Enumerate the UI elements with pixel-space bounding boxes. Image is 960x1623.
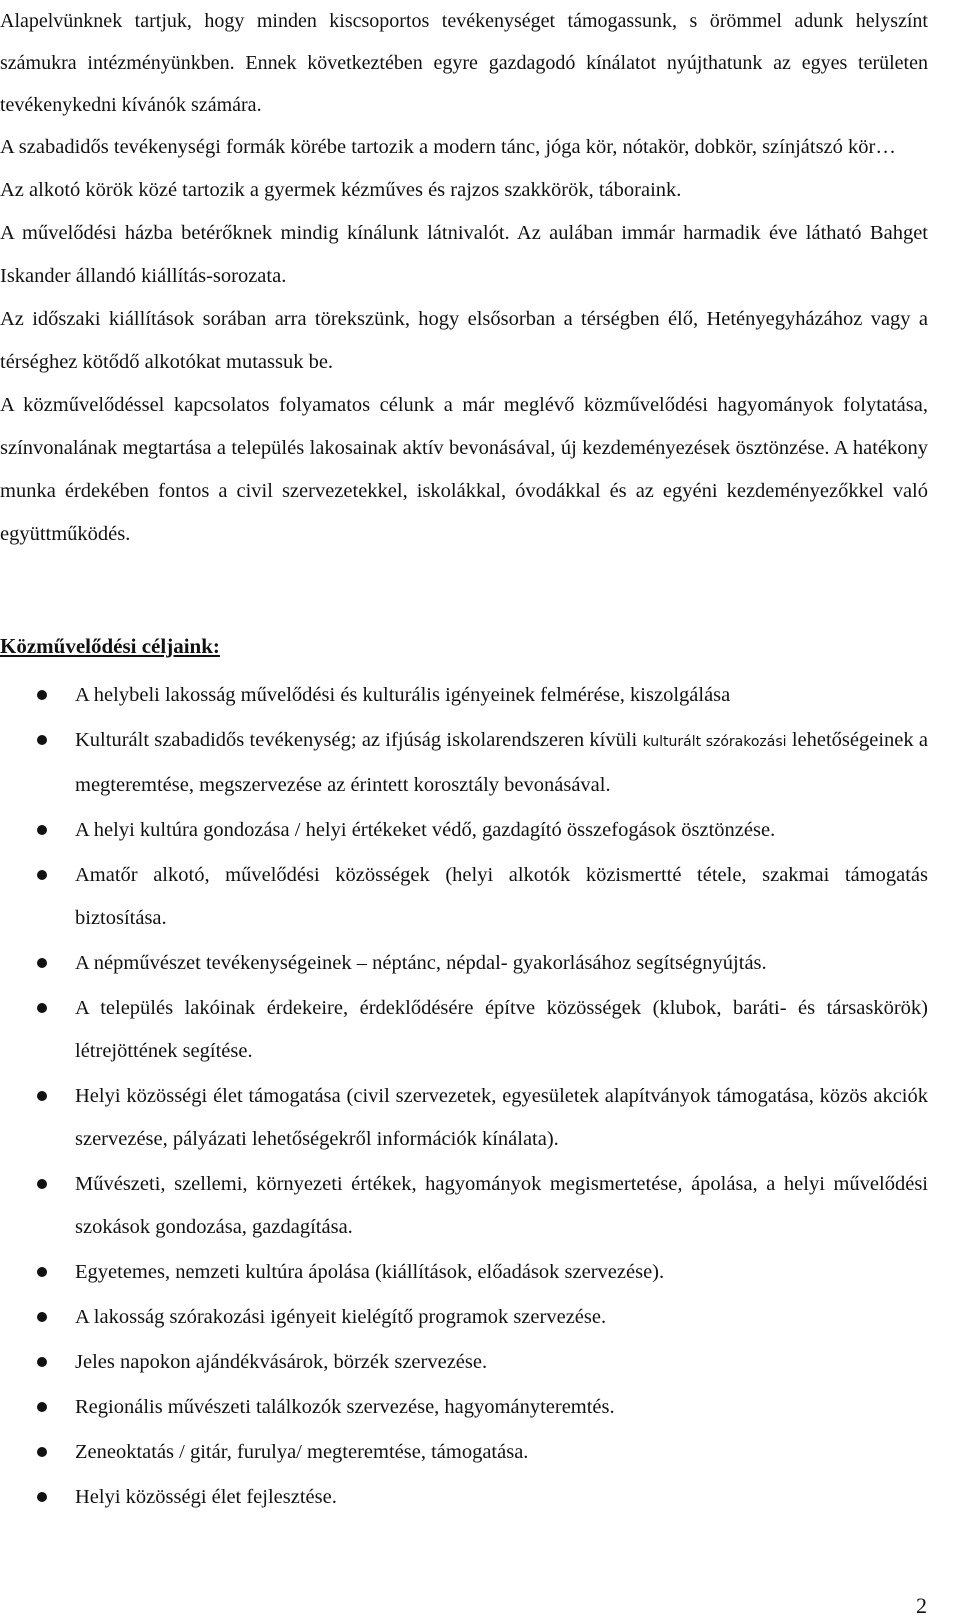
bullet-icon bbox=[37, 825, 47, 835]
section-heading: Közművelődési céljaink: bbox=[0, 634, 220, 658]
list-item: Kulturált szabadidős tevékenység; az ifjúság iskolarendszeren kívüli kulturált szórakozási lehetőségeinek a megteremtése, megszervezése az érintett korosztály bevonásával. bbox=[0, 719, 928, 807]
list-item: Zeneoktatás / gitár, furulya/ megteremtése, támogatása. bbox=[0, 1431, 928, 1474]
paragraph-leisure-forms: A szabadidős tevékenységi formák körébe tartozik a modern tánc, jóga kör, nótakör, dobkör, színjátszó kör… bbox=[0, 136, 896, 158]
bullet-icon bbox=[37, 1003, 47, 1013]
list-item: A helyi kultúra gondozása / helyi értékeket védő, gazdagító összefogások ösztönzése. bbox=[0, 809, 928, 852]
list-item: A lakosság szórakozási igényeit kielégítő programok szervezése. bbox=[0, 1296, 928, 1339]
bullet-icon bbox=[37, 958, 47, 968]
goals-list bbox=[0, 674, 928, 1521]
list-item: Helyi közösségi élet támogatása (civil szervezetek, egyesületek alapítványok támogatása, közös akciók szervezése, pályázati lehetőségekről információk kínálata). bbox=[0, 1075, 928, 1161]
bullet-icon bbox=[37, 1492, 47, 1502]
paragraph-exhibitions: A művelődési házba betérőknek mindig kínálunk látnivalót. Az aulában immár harmadik éve látható Bahget Iskander állandó kiállítás-sorozata. bbox=[0, 222, 928, 287]
bullet-icon bbox=[37, 1447, 47, 1457]
body-text bbox=[0, 0, 928, 556]
paragraph-creative-circles: Az alkotó körök közé tartozik a gyermek kézműves és rajzos szakkörök, táboraink. bbox=[0, 179, 682, 201]
bullet-icon bbox=[37, 1402, 47, 1412]
bullet-icon bbox=[37, 735, 47, 745]
list-item: Amatőr alkotó, művelődési közösségek (helyi alkotók közismertté tétele, szakmai támogatás biztosítása. bbox=[0, 854, 928, 940]
list-item: Regionális művészeti találkozók szervezése, hagyományteremtés. bbox=[0, 1386, 928, 1429]
bullet-icon bbox=[37, 870, 47, 880]
bullet-icon bbox=[37, 1312, 47, 1322]
bullet-icon bbox=[37, 1179, 47, 1189]
list-item: A helybeli lakosság művelődési és kulturális igényeinek felmérése, kiszolgálása bbox=[0, 674, 928, 717]
list-item: Jeles napokon ajándékvásárok, börzék szervezése. bbox=[0, 1341, 928, 1384]
bullet-icon bbox=[37, 1091, 47, 1101]
list-item: Helyi közösségi élet fejlesztése. bbox=[0, 1476, 928, 1519]
paragraph-community-goals: A közművelődéssel kapcsolatos folyamatos célunk a már meglévő közművelődési hagyományok folytatása, színvonalának megtartása a település lakosainak aktív bevonásával, új kezdeményezések ösztönzése. A hatékony munka érdekében fontos a civil szervezetekkel, iskolákkal, óvodákkal és az egyéni kezdeményezőkkel való együttműködés. bbox=[0, 394, 928, 545]
bullet-icon bbox=[37, 1267, 47, 1277]
page-number: 2 bbox=[916, 1593, 927, 1618]
paragraph-intro: Alapelvünknek tartjuk, hogy minden kiscsoportos tevékenységet támogassunk, s örömmel adunk helyszínt számukra intézményünkben. Ennek következtében egyre gazdagodó kínálatot nyújthatunk az egyes területen tevékenykedni kívánók számára. bbox=[0, 10, 928, 116]
paragraph-temporary-exhibitions: Az időszaki kiállítások sorában arra törekszünk, hogy elsősorban a térségben élő, Hetényegyházához vagy a térséghez kötődő alkotókat mutassuk be. bbox=[0, 308, 928, 373]
list-item: A település lakóinak érdekeire, érdeklődésére építve közösségek (klubok, baráti- és társaskörök) létrejöttének segítése. bbox=[0, 987, 928, 1073]
inline-small-text: kulturált szórakozási bbox=[642, 734, 787, 750]
bullet-icon bbox=[37, 1357, 47, 1367]
list-item: A népművészet tevékenységeinek – néptánc, népdal- gyakorlásához segítségnyújtás. bbox=[0, 942, 928, 985]
list-item: Művészeti, szellemi, környezeti értékek, hagyományok megismertetése, ápolása, a helyi művelődési szokások gondozása, gazdagítása. bbox=[0, 1163, 928, 1249]
list-item: Egyetemes, nemzeti kultúra ápolása (kiállítások, előadások szervezése). bbox=[0, 1251, 928, 1294]
bullet-icon bbox=[37, 690, 47, 700]
